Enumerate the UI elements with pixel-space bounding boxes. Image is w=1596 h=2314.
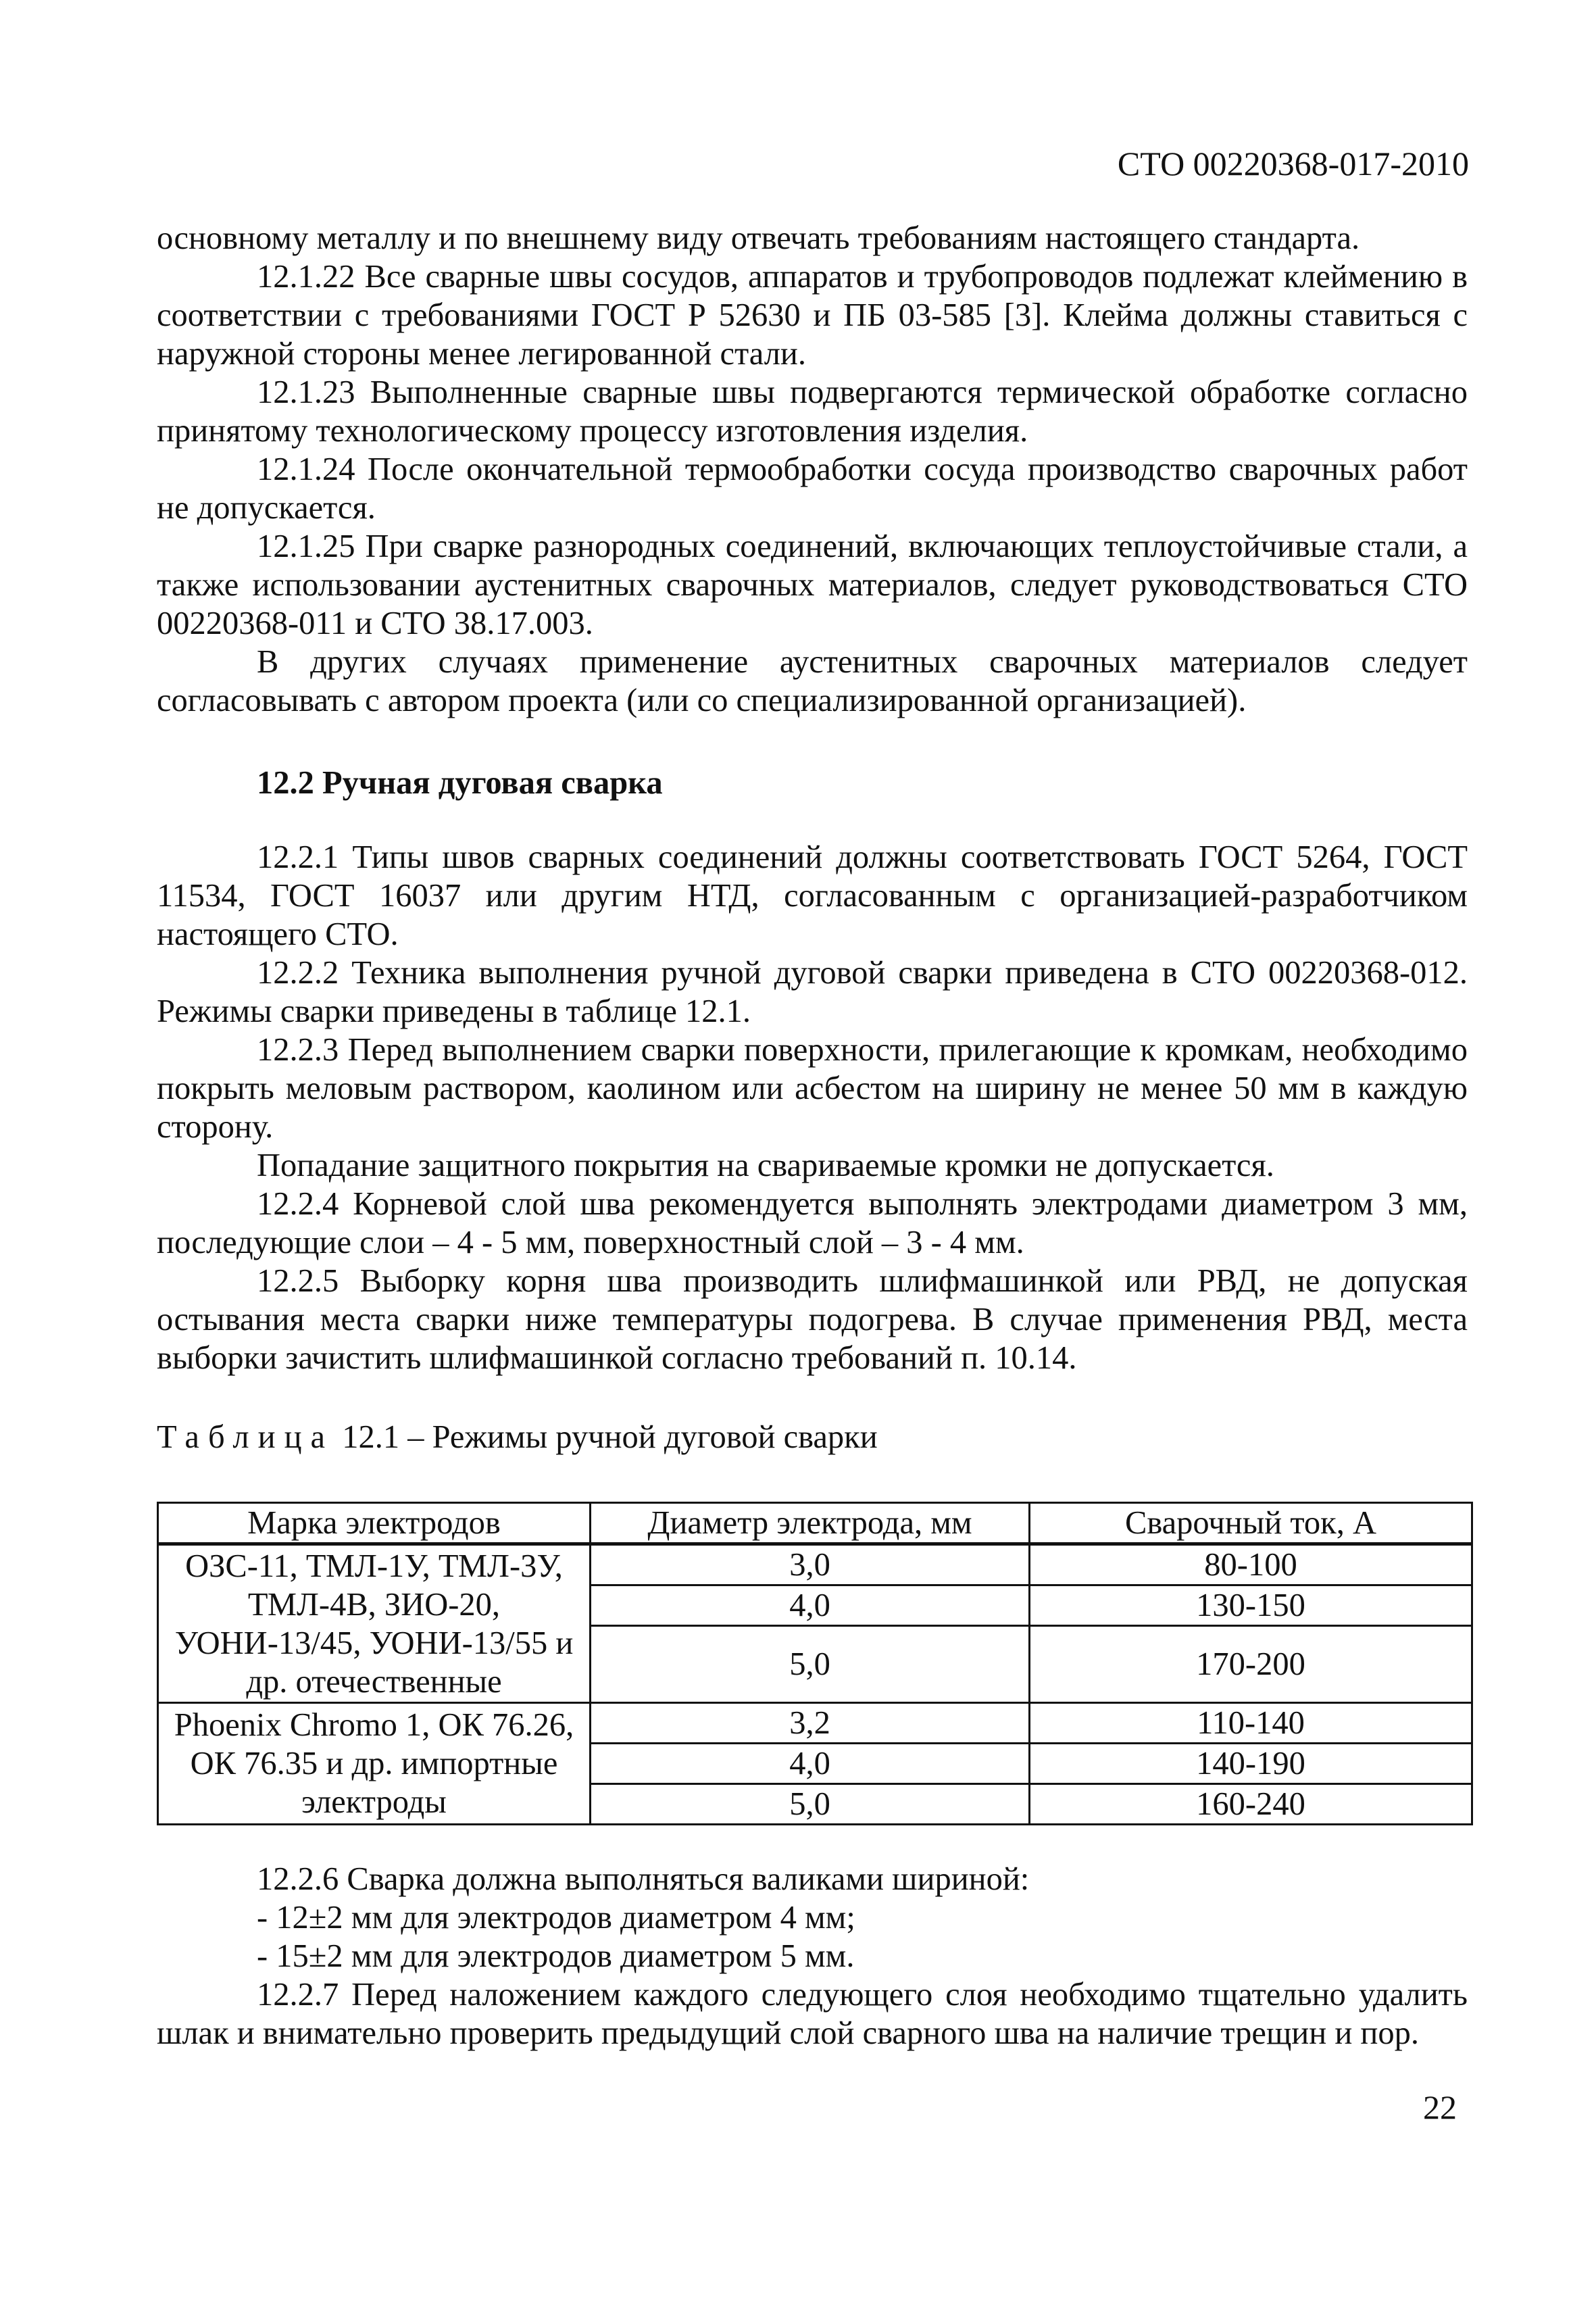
brand-cell-domestic: ОЗС-11, ТМЛ-1У, ТМЛ-3У, ТМЛ-4В, ЗИО-20, УОНИ-13/45, УОНИ-13/55 и др. отечественные [158, 1544, 591, 1703]
paragraph-12-1-24: 12.1.24 После окончательной термообработки сосуда производство сварочных работ не допускается. [157, 451, 1468, 526]
paragraph-12-1-25: 12.1.25 При сварке разнородных соединений, включающих теплоустойчивые стали, а также использовании аустенитных сварочных материалов, следует руководствоваться СТО 00220368-011 и СТО 38.17.003. [157, 528, 1468, 641]
current-cell: 130-150 [1030, 1585, 1472, 1626]
text-block-bottom [157, 1860, 1468, 2052]
section-title: 12.2 Ручная дуговая сварка [257, 765, 663, 801]
document-code-header: СТО 00220368-017-2010 [1117, 145, 1469, 182]
list-item: - 12±2 мм для электродов диаметром 4 мм; [257, 1900, 855, 1936]
diameter-cell: 5,0 [591, 1626, 1030, 1703]
table-caption-word: Таблица [157, 1419, 334, 1455]
paragraph-12-2-3: 12.2.3 Перед выполнением сварки поверхности, прилегающие к кромкам, необходимо покрыть меловым раствором, каолином или асбестом на ширину не менее 50 мм в каждую сторону. [157, 1032, 1468, 1145]
page-number: 22 [1423, 2088, 1457, 2126]
paragraph-other-cases: В других случаях применение аустенитных сварочных материалов следует согласовывать с автором проекта (или со специализированной организацией). [157, 644, 1468, 718]
diameter-cell: 5,0 [591, 1784, 1030, 1825]
paragraph-coating-note: Попадание защитного покрытия на свариваемые кромки не допускается. [257, 1148, 1274, 1183]
text-block-middle [157, 838, 1468, 1377]
paragraph-12-2-1: 12.2.1 Типы швов сварных соединений должны соответствовать ГОСТ 5264, ГОСТ 11534, ГОСТ 16037 или другим НТД, согласованным с организацией-разработчиком настоящего СТО. [157, 839, 1468, 952]
paragraph-12-2-6: 12.2.6 Сварка должна выполняться валиками шириной: [257, 1861, 1030, 1897]
paragraph-12-2-2: 12.2.2 Техника выполнения ручной дуговой сварки приведена в СТО 00220368-012. Режимы сварки приведены в таблице 12.1. [157, 955, 1468, 1029]
paragraph-12-2-4: 12.2.4 Корневой слой шва рекомендуется выполнять электродами диаметром 3 мм, последующие слои – 4 - 5 мм, поверхностный слой – 3 - 4 мм. [157, 1186, 1468, 1260]
table-header-row [158, 1503, 1472, 1544]
table-caption-title: 12.1 – Режимы ручной дуговой сварки [334, 1419, 878, 1455]
welding-modes-table [157, 1502, 1473, 1825]
diameter-cell: 3,0 [591, 1544, 1030, 1585]
current-cell: 80-100 [1030, 1544, 1472, 1585]
paragraph-12-1-23: 12.1.23 Выполненные сварные швы подвергаются термической обработке согласно принятому технологическому процессу изготовления изделия. [157, 374, 1468, 449]
table-caption [157, 1418, 878, 1456]
header-welding-current: Сварочный ток, А [1030, 1503, 1472, 1544]
current-cell: 160-240 [1030, 1784, 1472, 1825]
diameter-cell: 4,0 [591, 1585, 1030, 1626]
text-block-top [157, 219, 1468, 720]
current-cell: 140-190 [1030, 1744, 1472, 1784]
diameter-cell: 4,0 [591, 1744, 1030, 1784]
header-electrode-brand: Марка электродов [158, 1503, 591, 1544]
current-cell: 170-200 [1030, 1626, 1472, 1703]
header-electrode-diameter: Диаметр электрода, мм [591, 1503, 1030, 1544]
paragraph-12-1-22: 12.1.22 Все сварные швы сосудов, аппаратов и трубопроводов подлежат клеймению в соответствии с требованиями ГОСТ Р 52630 и ПБ 03-585 [3]. Клейма должны ставиться с наружной стороны менее легированной стали. [157, 259, 1468, 372]
paragraph-12-2-7: 12.2.7 Перед наложением каждого следующего слоя необходимо тщательно удалить шлак и внимательно проверить предыдущий слой сварного шва на наличие трещин и пор. [157, 1977, 1468, 2051]
list-item: - 15±2 мм для электродов диаметром 5 мм. [257, 1938, 855, 1974]
brand-cell-imported: Phoenix Chromo 1, ОК 76.26, ОК 76.35 и др. импортные электроды [158, 1703, 591, 1825]
paragraph-continuation: основному металлу и по внешнему виду отвечать требованиям настоящего стандарта. [157, 220, 1360, 256]
table-row [158, 1544, 1472, 1585]
current-cell: 110-140 [1030, 1703, 1472, 1744]
table-row [158, 1703, 1472, 1744]
diameter-cell: 3,2 [591, 1703, 1030, 1744]
paragraph-12-2-5: 12.2.5 Выборку корня шва производить шлифмашинкой или РВД, не допуская остывания места сварки ниже температуры подогрева. В случае применения РВД, места выборки зачистить шлифмашинкой согласно требований п. 10.14. [157, 1263, 1468, 1376]
